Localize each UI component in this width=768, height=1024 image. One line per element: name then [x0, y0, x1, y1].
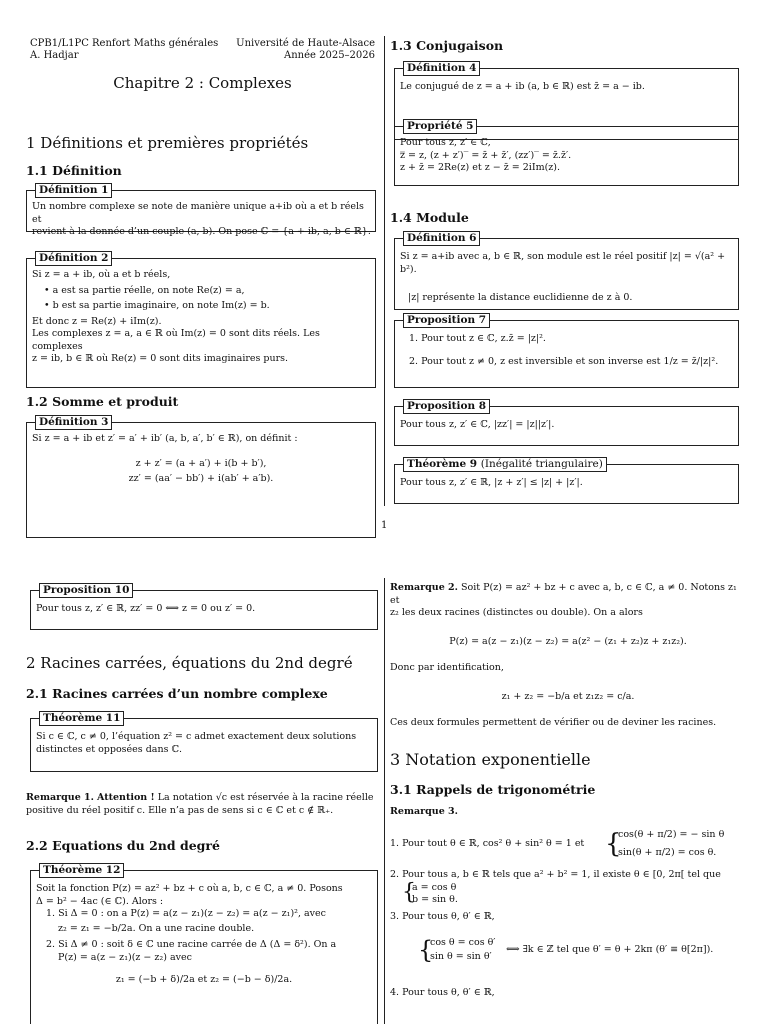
proposition-10-line: Pour tous z, z′ ∈ ℝ, zz′ = 0 ⟺ z = 0 ou z′ = 0. — [36, 603, 256, 614]
theorem-12-label: Théorème 12 — [39, 863, 124, 878]
definition-3-box — [26, 416, 376, 538]
remark-3-item-2 — [390, 869, 746, 907]
remark-3-label: Remarque 3. — [390, 806, 458, 817]
theorem-11-box — [30, 712, 378, 772]
remark-3-case: b = sin θ. — [412, 893, 458, 905]
brace-icon: { — [418, 935, 434, 964]
theorem-12-line: 1. Si Δ = 0 : on a P(z) = a(z − z₁)(z − z₂) = a(z − z₁)², avec — [46, 908, 326, 919]
header-author: A. Hadjar — [30, 50, 79, 61]
section-2-1-title: 2.1 Racines carrées d’un nombre complexe — [26, 686, 328, 701]
remark-1 — [26, 792, 382, 817]
definition-1-line: Un nombre complexe se note de manière unique a+ib où a et b réels et — [32, 201, 364, 225]
brace-icon: { — [605, 828, 622, 859]
definition-3-formula: z + z′ = (a + a′) + i(b + b′), — [135, 457, 267, 469]
remark-2-line: Soit P(z) = az² + bz + c avec a, b, c ∈ ℂ, a ≠ 0. Notons z₁ et — [390, 582, 737, 606]
remark-2-line: z₂ les deux racines (distinctes ou double). On a alors — [390, 607, 643, 618]
theorem-11-label: Théorème 11 — [39, 711, 124, 726]
property-5-line: z + z̄ = 2Re(z) et z − z̄ = 2iIm(z). — [400, 162, 561, 173]
chapter-title: Chapitre 2 : Complexes — [113, 74, 292, 92]
theorem-12-formula: z₁ = (−b + δ)/2a et z₂ = (−b − δ)/2a. — [115, 974, 293, 985]
definition-1-box — [26, 184, 376, 237]
header-year: Année 2025–2026 — [283, 50, 375, 61]
theorem-12-line: 2. Si Δ ≠ 0 : soit δ ∈ ℂ une racine carrée de Δ (Δ = δ²). On a — [46, 939, 337, 950]
definition-4-label: Définition 4 — [403, 61, 480, 76]
theorem-11-line: distinctes et opposées dans ℂ. — [36, 743, 183, 755]
definition-2-line: Et donc z = Re(z) + iIm(z). — [32, 315, 162, 327]
definition-6-line: Si z = a+ib avec a, b ∈ ℝ, son module est le réel positif |z| = √(a² + b²). — [400, 251, 726, 275]
property-5-line: Pour tous z, z′ ∈ ℂ, — [400, 137, 491, 148]
proposition-7-box — [394, 314, 739, 388]
theorem-9-line: Pour tous z, z′ ∈ ℝ, |z + z′| ≤ |z| + |z′|. — [400, 477, 583, 488]
theorem-9-number: Théorème 9 — [407, 458, 478, 470]
section-1-title: 1 Définitions et premières propriétés — [26, 134, 309, 152]
module-note: |z| représente la distance euclidienne de z à 0. — [404, 290, 636, 307]
definition-2-line: z = ib, b ∈ ℝ où Re(z) = 0 sont dits imaginaires purs. — [32, 353, 289, 364]
remark-1-label: Remarque 1. — [26, 792, 94, 803]
remark-3-case: a = cos θ — [412, 881, 457, 893]
property-5-line: z̿ = z, (z + z′)‾ = z̄ + z̄′, (zz′)‾ = z̄.z̄′. — [400, 149, 572, 161]
remark-3-item-4: 4. Pour tous θ, θ′ ∈ ℝ, — [390, 986, 495, 998]
theorem-9-label — [403, 457, 607, 472]
theorem-12-line: P(z) = a(z − z₁)(z − z₂) avec — [58, 951, 192, 963]
theorem-12-line: Δ = b² − 4ac (∈ ℂ). Alors : — [36, 895, 164, 907]
remark-3-case: sin(θ + π/2) = cos θ. — [618, 846, 717, 858]
proposition-7-line: 2. Pour tout z ≠ 0, z est inversible et son inverse est 1/z = z̄/|z|². — [409, 355, 719, 367]
proposition-10-box — [30, 584, 378, 630]
remark-3 — [390, 806, 746, 999]
theorem-12-line: z₂ = z₁ = −b/2a. On a une racine double. — [58, 922, 255, 934]
definition-4-line: Le conjugué de z = a + ib (a, b ∈ ℝ) est z̄ = a − ib. — [400, 81, 645, 92]
definition-2-line: Les complexes z = a, a ∈ ℝ où Im(z) = 0 sont dits réels. Les complexes — [32, 328, 320, 352]
remark-1-line: La notation √c est réservée à la racine réelle — [157, 792, 374, 803]
section-1-1-title: 1.1 Définition — [26, 163, 122, 178]
proposition-7-label: Proposition 7 — [403, 313, 490, 328]
remark-1-attention: Attention ! — [97, 792, 155, 803]
remark-3-item-text: 3. Pour tous θ, θ′ ∈ ℝ, — [390, 910, 495, 922]
remark-1-line: positive du réel positif c. Elle n’a pas de sens si c ∈ ℂ et c ∉ ℝ₊. — [26, 804, 334, 816]
definition-2-label: Définition 2 — [35, 251, 112, 266]
remark-3-case: cos(θ + π/2) = − sin θ — [618, 828, 725, 840]
theorem-9-box — [394, 458, 739, 504]
remark-2-line: Donc par identification, — [390, 662, 504, 673]
theorem-12-box — [30, 864, 378, 1024]
proposition-8-label: Proposition 8 — [403, 399, 490, 414]
property-5-box — [394, 120, 739, 186]
brace-icon: { — [402, 879, 416, 905]
proposition-7-line: 1. Pour tout z ∈ ℂ, z.z̄ = |z|². — [409, 333, 546, 344]
section-2-2-title: 2.2 Equations du 2nd degré — [26, 838, 220, 853]
definition-1-label: Définition 1 — [35, 183, 112, 198]
definition-2-box — [26, 252, 376, 388]
section-1-3-title: 1.3 Conjugaison — [390, 38, 504, 53]
column-divider — [384, 578, 385, 1024]
definition-2-line: Si z = a + ib, où a et b réels, — [32, 269, 171, 280]
page-number: 1 — [381, 520, 388, 531]
definition-2-line: • a est sa partie réelle, on note Re(z) = a, — [44, 284, 245, 296]
column-divider — [384, 36, 385, 506]
remark-2-label: Remarque 2. — [390, 582, 458, 593]
header-course: CPB1/L1PC Renfort Maths générales — [30, 38, 219, 49]
proposition-10-label: Proposition 10 — [39, 583, 133, 598]
remark-3-item-3 — [390, 911, 746, 977]
section-2-title: 2 Racines carrées, équations du 2nd degré — [26, 654, 353, 672]
remark-3-item-text: 1. Pour tout θ ∈ ℝ, cos² θ + sin² θ = 1 et — [390, 837, 585, 849]
page-2 — [0, 578, 768, 1024]
remark-3-item-text: 2. Pour tous a, b ∈ ℝ tels que a² + b² = 1, il existe θ ∈ [0, 2π[ tel que — [390, 868, 721, 880]
page-header — [30, 38, 375, 64]
remark-3-item-1 — [390, 827, 746, 863]
proposition-8-box — [394, 400, 739, 446]
left-column — [26, 38, 375, 484]
remark-3-case: sin θ = sin θ′ — [430, 950, 492, 962]
definition-3-label: Définition 3 — [35, 415, 112, 430]
section-3-title: 3 Notation exponentielle — [390, 750, 591, 769]
header-university: Université de Haute-Alsace — [236, 38, 375, 49]
remark-3-case: cos θ = cos θ′ — [430, 936, 496, 948]
definition-3-line: Si z = a + ib et z′ = a′ + ib′ (a, b, a′, b′ ∈ ℝ), on définit : — [32, 433, 298, 444]
remark-2-line: Ces deux formules permettent de vérifier ou de deviner les racines. — [390, 717, 717, 728]
section-1-4-title: 1.4 Module — [390, 210, 469, 225]
definition-3-formula: zz′ = (aa′ − bb′) + i(ab′ + a′b). — [128, 473, 274, 484]
proposition-8-line: Pour tous z, z′ ∈ ℂ, |zz′| = |z||z′|. — [400, 419, 555, 430]
theorem-12-line: Soit la fonction P(z) = az² + bz + c où a, b, c ∈ ℂ, a ≠ 0. Posons — [36, 883, 343, 894]
remark-2 — [390, 582, 746, 730]
definition-6-label: Définition 6 — [403, 231, 480, 246]
remark-3-equivalence: ⟺ ∃k ∈ ℤ tel que θ′ = θ + 2kπ (θ′ ≡ θ[2π]). — [506, 943, 714, 955]
theorem-9-subtitle: (Inégalité triangulaire) — [480, 458, 603, 470]
definition-1-line: revient à la donnée d’un couple (a, b). On pose ℂ = {a + ib, a, b ∈ ℝ}. — [32, 226, 371, 237]
remark-2-formula: P(z) = a(z − z₁)(z − z₂) = a(z² − (z₁ + z₂)z + z₁z₂). — [449, 635, 687, 647]
section-1-2-title: 1.2 Somme et produit — [26, 394, 179, 409]
section-3-1-title: 3.1 Rappels de trigonométrie — [390, 782, 596, 797]
property-5-label: Propriété 5 — [403, 119, 477, 134]
remark-2-formula: z₁ + z₂ = −b/a et z₁z₂ = c/a. — [501, 690, 635, 702]
definition-2-line: • b est sa partie imaginaire, on note Im(z) = b. — [44, 300, 270, 311]
theorem-11-line: Si c ∈ ℂ, c ≠ 0, l’équation z² = c admet exactement deux solutions — [36, 731, 357, 742]
